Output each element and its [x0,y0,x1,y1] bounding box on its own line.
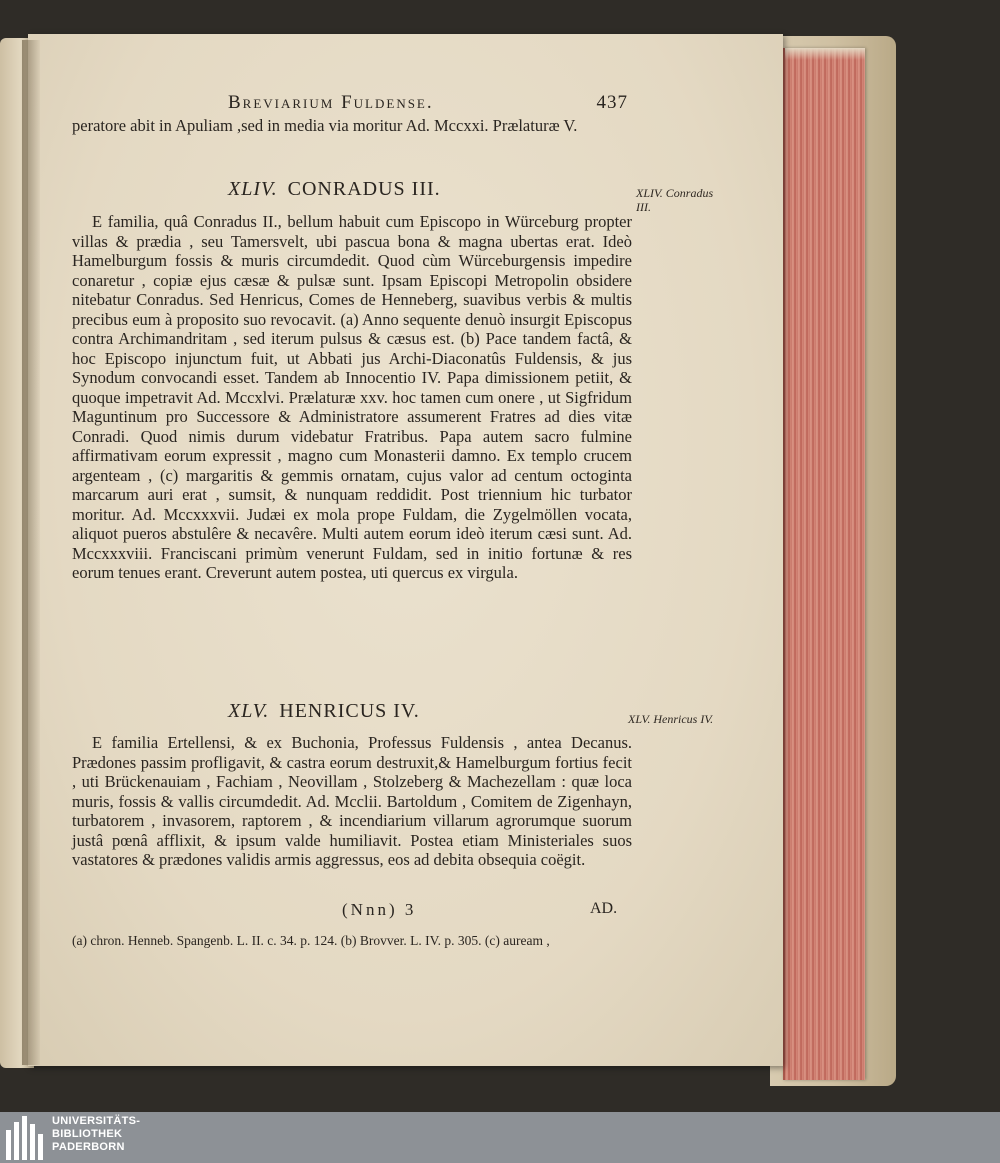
section-body-44 [72,212,632,583]
paragraph: E familia, quâ Conradus II., bellum habuit cum Episcopo in Würceburg propter villas & prædia , seu Tamersvelt, ubi pascua bona & magna ubertas erat. Ideò Hamelburgum fossis & muris circumdedit. Quod cùm Würceburgensis impedire conaretur , copiæ ejus cæsæ & pulsæ sunt. Ipsam Episcopi Metropolin obsidere nitebatur Conradus. Sed Henricus, Comes de Henneberg, suavibus verbis & multis precibus eum à proposito suo revocavit. (a) Anno sequente denuò insurgit Episcopus contra Archimandritam , sed iterum pulsus & cæsus est. (b) Pace tandem factâ, & hoc Episcopo injunctum fuit, ut Abbati jus Archi-Diaconatûs Fuldensis, & jus Synodum convocandi esset. Tandem ab Innocentio IV. Papa dimissionem petiit, & quoque impetravit Ad. Mccxlvi. Prælaturæ xxv. hoc tamen cum onere , ut Sigfridum Maguntinum pro Successore & Administratore assumerent Fratres ad dies vitæ Conradi. Quod nimis durum videbatur Fratribus. Papa autem sacro fulmine affirmativam eorum expressit , magno cum Monasterii damno. Ex templo crucem argenteam , (c) margaritis & gemmis ornatam, cujus valor ad centum octoginta marcarum auri erat , sumsit, & nunquam reddidit. Post triennium hic turbator moritur. Ad. Mccxxxvii. Judæi ex mola prope Fuldam, die Zygelmöllen vocata, aliquot pueros abstulêre & necavêre. Multi autem eorum ideò iterum cæsi sunt. Ad. Mccxxxviii. Franciscani primùm venerunt Fuldam, sed in initio fortunæ & res eorum tenues erant. Creverunt autem postea, uti quercus ex virgula. [72,212,632,582]
page-number: 437 [596,92,628,113]
signature-mark: (Nnn) 3 [342,900,417,919]
running-header [228,92,628,114]
footer-bar [0,1112,1000,1163]
section-number: XLV. [228,700,270,722]
section-heading-44 [228,178,441,201]
intro-paragraph [72,116,632,136]
running-title: Breviarium Fuldense. [228,92,434,113]
page-edges [783,48,865,1080]
footnote-text: (a) chron. Henneb. Spangenb. L. II. c. 34. p. 124. (b) Brovver. L. IV. p. 305. (c) auream , [72,933,550,948]
section-heading-45 [228,700,420,723]
margin-note-45: XLV. Henricus IV. [628,712,714,726]
logo-line-3: PADERBORN [52,1141,125,1153]
logo-line-1: UNIVERSITÄTS- [52,1115,141,1127]
section-body-45 [72,733,632,870]
paragraph: E familia Ertellensi, & ex Buchonia, Professus Fuldensis , antea Decanus. Prædones passim profligavit, & castra eorum destruxit,& Hamelburgum fortius fecit , uti Brückenauiam , Fachiam , Neovillam , Stolzeberg & Machezellam : quæ loca muris, fossis & vallis circumdedit. Ad. Mcclii. Bartoldum , Comitem de Zigenhayn, turbatorem , invasorem, raptorem , & incendiarium villarum agrorumque suorum justâ pœnâ afflixit, & ipsum valde humiliavit. Postea etiam Ministeriales suos vastatores & prædones validis armis aggressus, eos ad debita obsequia coëgit. [72,733,632,869]
library-logo-icon [4,1116,46,1160]
footnotes [72,932,632,949]
logo-line-2: BIBLIOTHEK [52,1128,123,1140]
margin-note-44: XLIV. Conradus III. [636,186,714,214]
section-name: CONRADUS III. [287,178,441,200]
intro-text: peratore abit in Apuliam ,sed in media via moritur Ad. Mccxxi. Prælaturæ V. [72,116,578,135]
catchword: AD. [590,900,618,917]
section-number: XLIV. [228,178,278,200]
book-gutter [22,40,40,1065]
library-logo-text [52,1115,140,1154]
section-name: HENRICUS IV. [279,700,420,722]
